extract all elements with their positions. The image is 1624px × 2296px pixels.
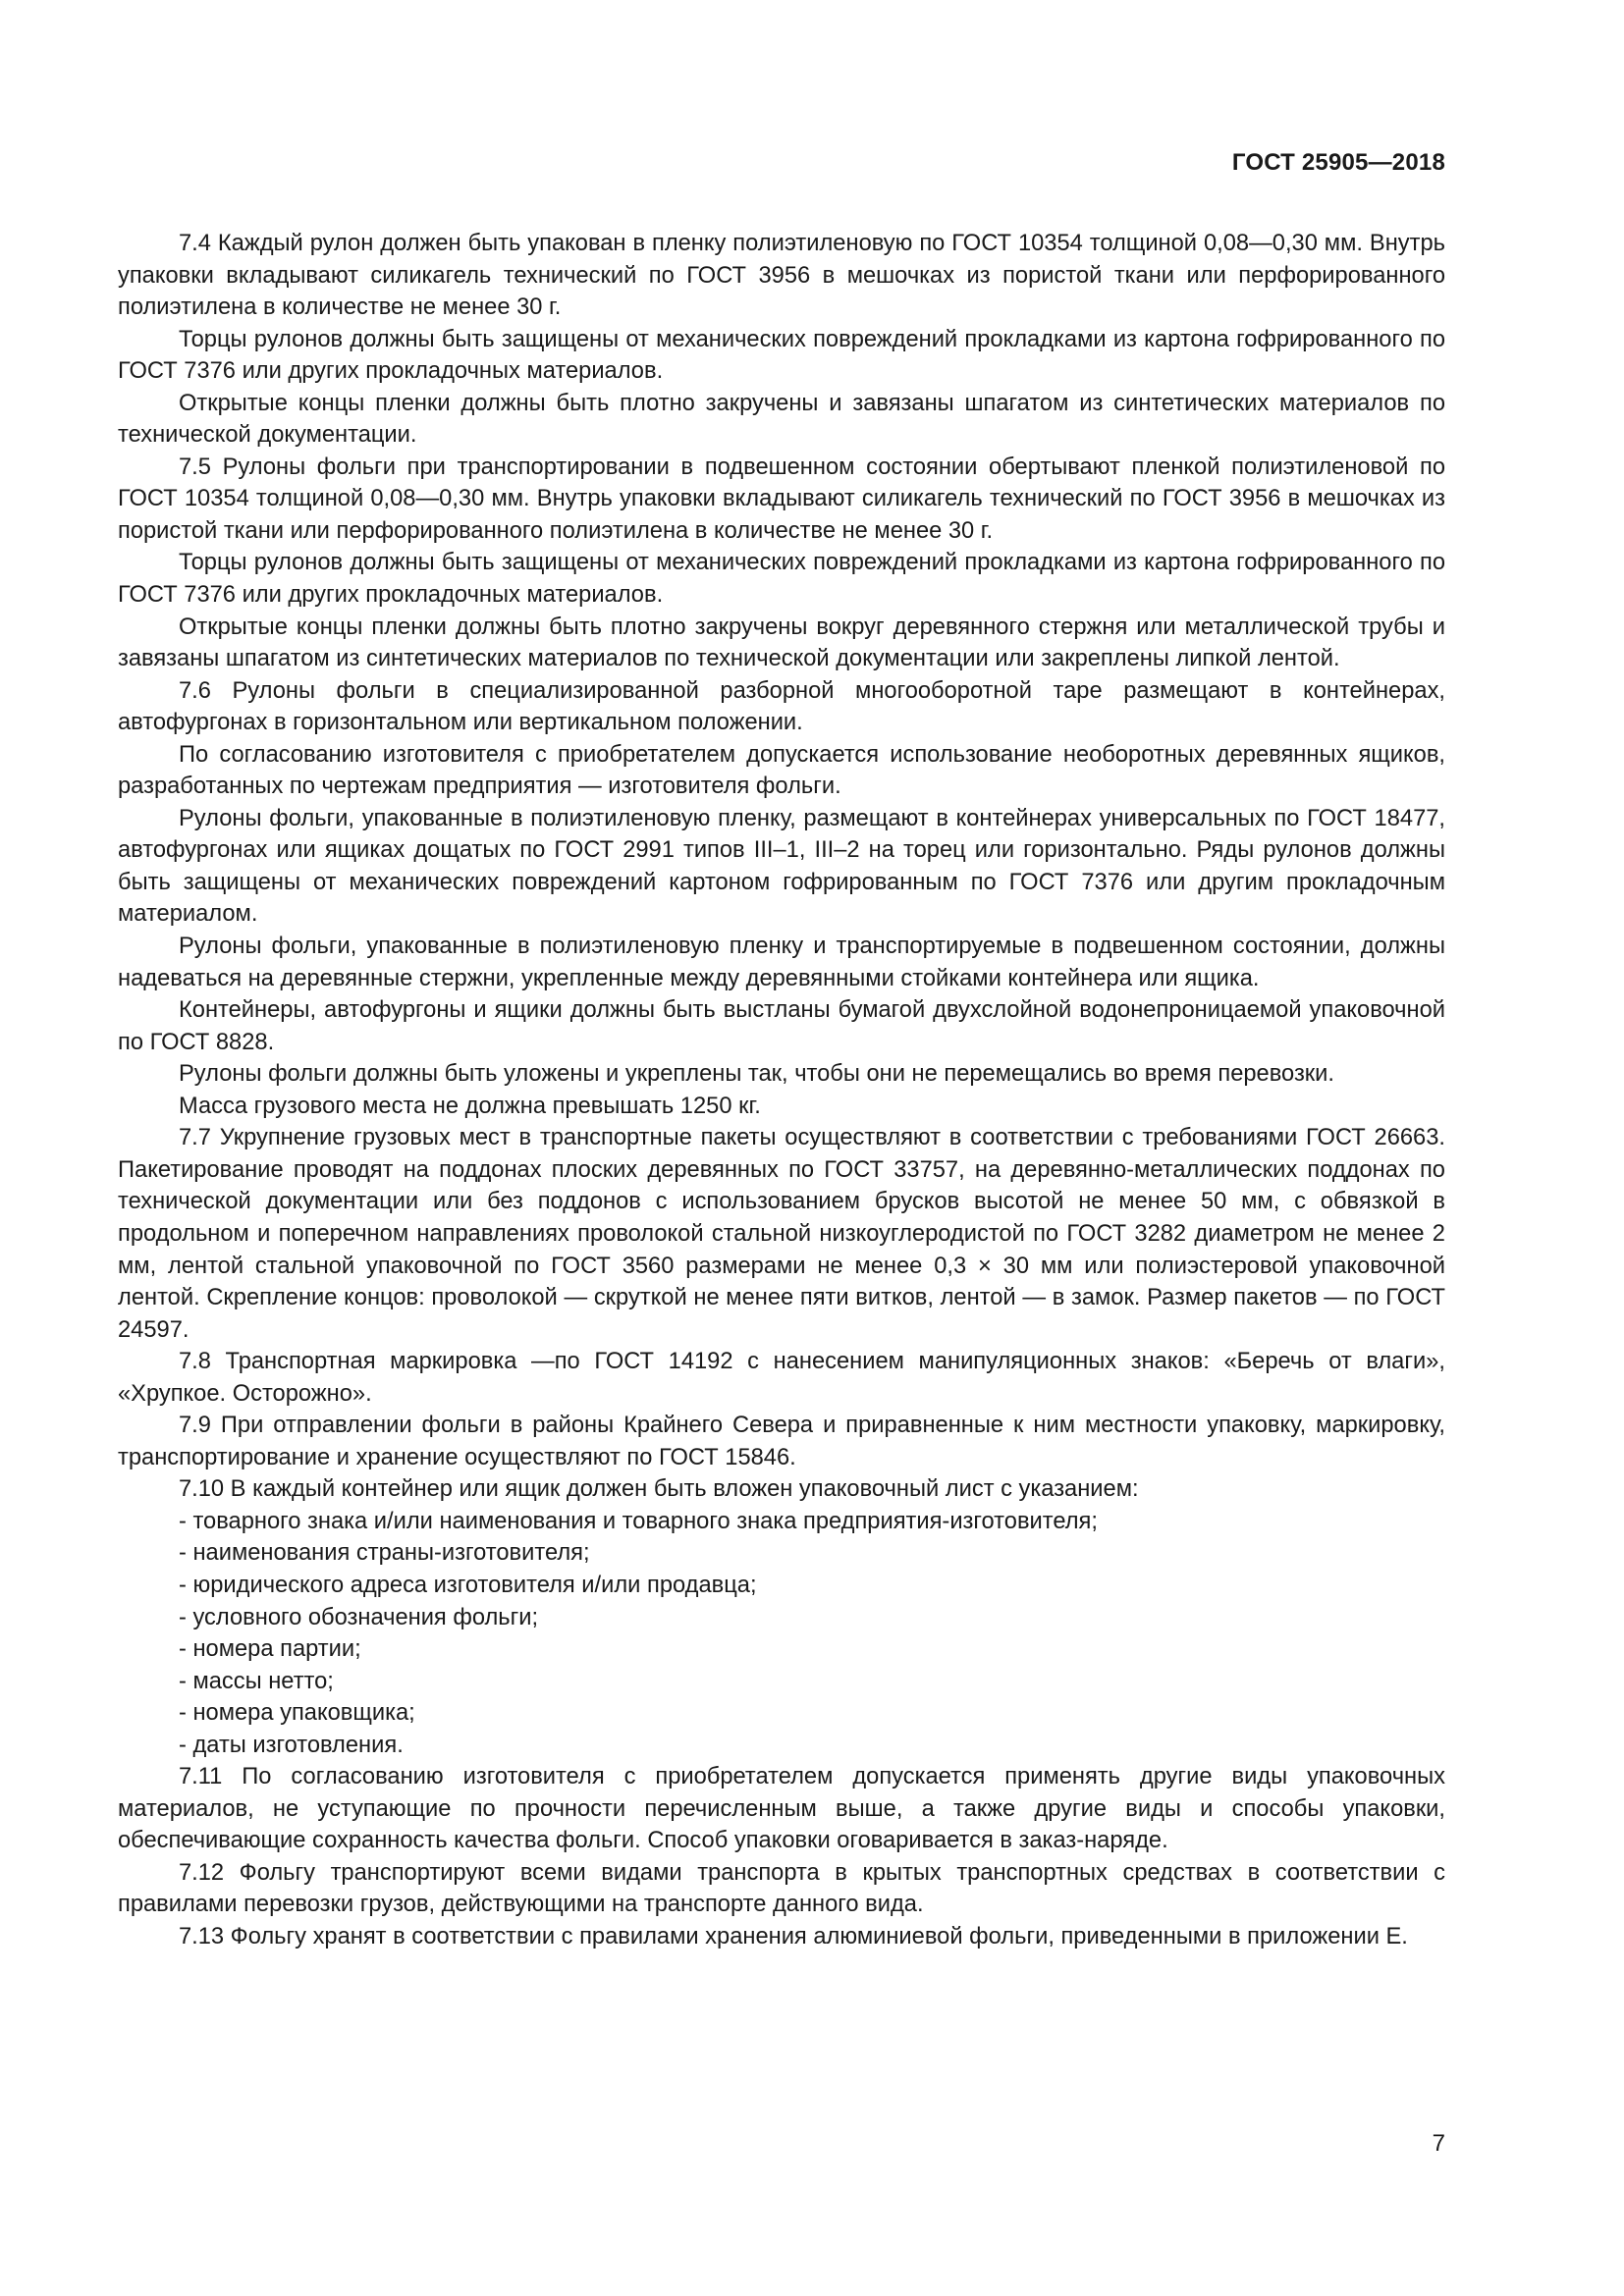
paragraph: Торцы рулонов должны быть защищены от механических повреждений прокладками из картона гофрированного по ГОСТ 7376 или других прокладочных материалов.	[118, 326, 1445, 385]
paragraph-7-5: 7.5 Рулоны фольги при транспортировании в подвешенном состоянии обертывают пленкой полиэтиленовой по ГОСТ 10354 толщиной 0,08—0,30 мм. Внутрь упаковки вкладывают силикагель технический по ГОСТ 3956 в мешочках из пористой ткани или перфорированного полиэтилена в количестве не менее 30 г.	[118, 454, 1445, 544]
paragraph: Рулоны фольги, упакованные в полиэтиленовую пленку и транспортируемые в подвешенном состоянии, должны надеваться на деревянные стержни, укрепленные между деревянными стойками контейнера или ящика.	[118, 934, 1445, 991]
paragraph: Масса грузового места не должна превышать 1250 кг.	[179, 1093, 761, 1119]
page-number: 7	[1432, 2130, 1445, 2157]
paragraph: Торцы рулонов должны быть защищены от механических повреждений прокладками из картона гофрированного по ГОСТ 7376 или других прокладочных материалов.	[118, 550, 1445, 609]
paragraph-7-9: 7.9 При отправлении фольги в районы Крайнего Севера и приравненные к ним местности упаковку, маркировку, транспортирование и хранение осуществляют по ГОСТ 15846.	[118, 1413, 1445, 1470]
list-item: - массы нетто;	[179, 1668, 334, 1694]
paragraph-7-11: 7.11 По согласованию изготовителя с приобретателем допускается применять другие виды упаковочных материалов, не уступающие по прочности перечисленным выше, а также другие виды и способы упаковки, обеспечивающие сохранность качества фольги. Способ упаковки оговаривается в заказ-наряде.	[118, 1764, 1445, 1854]
paragraph: Контейнеры, автофургоны и ящики должны быть выстланы бумагой двухслойной водонепроницаемой упаковочной по ГОСТ 8828.	[118, 997, 1445, 1055]
paragraph-7-4: 7.4 Каждый рулон должен быть упакован в пленку полиэтиленовую по ГОСТ 10354 толщиной 0,08—0,30 мм. Внутрь упаковки вкладывают силикагель технический по ГОСТ 3956 в мешочках из пористой ткани или перфорированного полиэтилена в количестве не менее 30 г.	[118, 231, 1445, 321]
list-item: - товарного знака и/или наименования и товарного знака предприятия-изготовителя;	[179, 1508, 1098, 1534]
paragraph-7-12: 7.12 Фольгу транспортируют всеми видами транспорта в крытых транспортных средствах в соответствии с правилами перевозки грузов, действующими на транспорте данного вида.	[118, 1859, 1445, 1918]
list-item: - номера упаковщика;	[179, 1700, 415, 1727]
paragraph: По согласованию изготовителя с приобретателем допускается использование необоротных деревянных ящиков, разработанных по чертежам предприятия — изготовителя фольги.	[118, 741, 1445, 800]
paragraph-7-13: 7.13 Фольгу хранят в соответствии с правилами хранения алюминиевой фольги, приведенными в приложении Е.	[179, 1923, 1408, 1949]
paragraph-7-10: 7.10 В каждый контейнер или ящик должен быть вложен упаковочный лист с указанием:	[179, 1476, 1139, 1503]
list-item: - условного обозначения фольги;	[179, 1604, 539, 1630]
list-item: - номера партии;	[179, 1636, 361, 1663]
document-body	[118, 228, 1445, 1953]
paragraph-7-6: 7.6 Рулоны фольги в специализированной разборной многооборотной таре размещают в контейнерах, автофургонах в горизонтальном или вертикальном положении.	[118, 677, 1445, 736]
paragraph: Открытые концы пленки должны быть плотно закручены вокруг деревянного стержня или металлической трубы и завязаны шпагатом из синтетических материалов по технической документации или закреплены липкой лентой.	[118, 614, 1445, 672]
document-code-header: ГОСТ 25905—2018	[1231, 149, 1445, 176]
paragraph: Рулоны фольги должны быть уложены и укреплены так, чтобы они не перемещались во время перевозки.	[179, 1061, 1334, 1088]
paragraph-7-8: 7.8 Транспортная маркировка —по ГОСТ 14192 с нанесением манипуляционных знаков: «Беречь от влаги», «Хрупкое. Осторожно».	[118, 1349, 1445, 1407]
paragraph: Рулоны фольги, упакованные в полиэтиленовую пленку, размещают в контейнерах универсальных по ГОСТ 18477, автофургонах или ящиках дощатых по ГОСТ 2991 типов III–1, III–2 на торец или горизонтально. Ряды рулонов должны быть защищены от механических повреждений картоном гофрированным по ГОСТ 7376 или другим прокладочным материалом.	[118, 805, 1445, 928]
list-item: - наименования страны-изготовителя;	[179, 1540, 590, 1567]
list-item: - даты изготовления.	[179, 1732, 404, 1758]
paragraph-7-7: 7.7 Укрупнение грузовых мест в транспортные пакеты осуществляют в соответствии с требованиями ГОСТ 26663. Пакетирование проводят на поддонах плоских деревянных по ГОСТ 33757, на деревянно-металлических поддонах по технической документации или без поддонов с использованием брусков высотой не менее 50 мм, с обвязкой в продольном и поперечном направлениях проволокой стальной низкоуглеродистой по ГОСТ 3282 диаметром не менее 2 мм, лентой стальной упаковочной по ГОСТ 3560 размерами не менее 0,3 × 30 мм или полиэстеровой упаковочной лентой. Скрепление концов: проволокой — скруткой не менее пяти витков, лентой — в замок. Размер пакетов — по ГОСТ 24597.	[118, 1125, 1445, 1343]
list-item: - юридического адреса изготовителя и/или продавца;	[179, 1572, 757, 1598]
paragraph: Открытые концы пленки должны быть плотно закручены и завязаны шпагатом из синтетических материалов по технической документации.	[118, 390, 1445, 449]
